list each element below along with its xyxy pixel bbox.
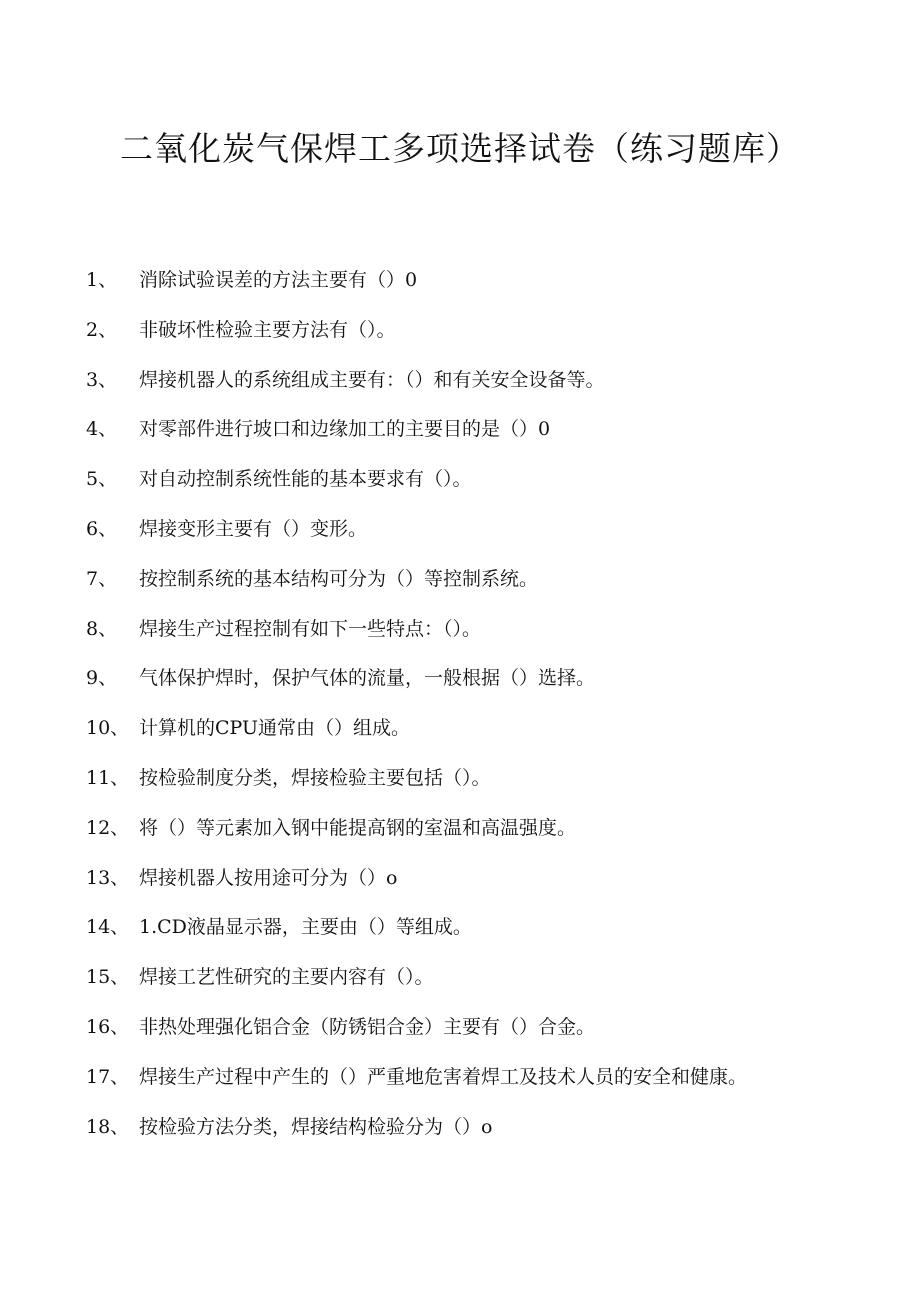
question-text: 非热处理强化铝合金（防锈铝合金）主要有（）合金。 [139,1015,596,1038]
question-text: 焊接机器人的系统组成主要有：（）和有关安全设备等。 [139,368,605,391]
question-number: 13、 [86,866,130,889]
question-item [0,411,920,461]
page-title: 二氧化炭气保焊工多项选择试卷（练习题库） [120,129,800,168]
question-number: 5、 [86,468,118,491]
question-item [0,1109,920,1159]
question-number: 16、 [86,1015,130,1038]
question-number: 17、 [86,1065,130,1088]
question-text: 焊接生产过程控制有如下一些特点：（）。 [139,617,482,640]
question-text: 焊接工艺性研究的主要内容有（）。 [139,966,434,989]
question-item [0,959,920,1009]
question-number: 18、 [86,1115,130,1138]
question-text: 焊接变形主要有（）变形。 [139,517,368,540]
question-text: 按检验方法分类，焊接结构检验分为（）o [139,1115,493,1138]
question-text: 气体保护焊时，保护气体的流量，一般根据（）选择。 [139,667,596,690]
question-number: 4、 [86,418,118,441]
question-text: 按检验制度分类，焊接检验主要包括（）。 [139,766,491,789]
question-item [0,511,920,561]
question-item [0,710,920,760]
question-item [0,262,920,312]
question-text: 将（）等元素加入钢中能提高钢的室温和高温强度。 [139,816,577,839]
question-number: 10、 [86,717,130,740]
question-number: 6、 [86,517,118,540]
question-number: 9、 [86,667,118,690]
question-number: 11、 [86,766,130,789]
question-text: 非破坏性检验主要方法有（）。 [139,318,396,341]
question-item [0,611,920,661]
question-item [0,461,920,511]
question-item [0,660,920,710]
question-item [0,1059,920,1109]
question-text: 1.CD液晶显示器，主要由（）等组成。 [139,916,472,939]
question-text: 焊接生产过程中产生的（）严重地危害着焊工及技术人员的安全和健康。 [139,1065,748,1088]
question-text: 按控制系统的基本结构可分为（）等控制系统。 [139,567,539,590]
question-text: 焊接机器人按用途可分为（）o [139,866,398,889]
question-item [0,909,920,959]
question-item [0,561,920,611]
question-number: 14、 [86,916,130,939]
question-text: 对自动控制系统性能的基本要求有（）。 [139,468,472,491]
question-number: 2、 [86,318,118,341]
question-item [0,1009,920,1059]
question-item [0,312,920,362]
question-text: 消除试验误差的方法主要有（）0 [139,269,418,291]
question-item [0,810,920,860]
question-item [0,860,920,910]
question-list [0,262,920,1158]
question-text: 对零部件进行坡口和边缘加工的主要目的是（）0 [139,418,551,441]
question-item [0,362,920,412]
question-number: 8、 [86,617,118,640]
question-number: 15、 [86,966,130,989]
question-number: 1、 [86,269,118,291]
question-number: 3、 [86,368,118,391]
question-item [0,760,920,810]
question-number: 7、 [86,567,118,590]
question-text: 计算机的CPU通常由（）组成。 [139,717,411,740]
question-number: 12、 [86,816,130,839]
